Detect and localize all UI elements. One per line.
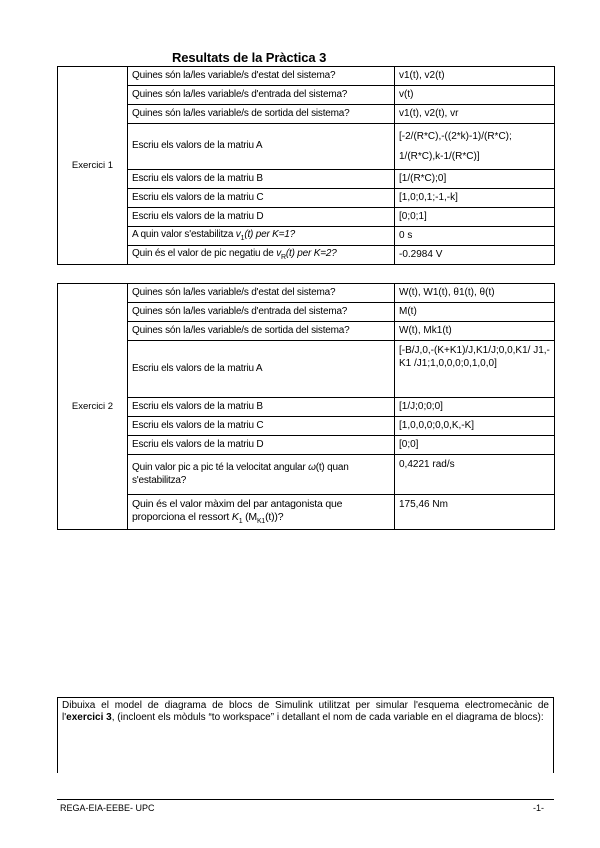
page-number: -1- [533,803,544,813]
table-row [58,455,555,495]
answer-cell: 0,4221 rad/s [395,455,555,495]
instruction-text: Dibuixa el model de diagrama de blocs de Simulink utilitzat per simular l'esquema electromecànic de l' [62,700,549,723]
question-cell: Escriu els valors de la matriu D [128,436,395,455]
table-row [58,124,555,170]
answer-cell: v1(t), v2(t) [395,67,555,86]
question-cell: Quines són la/les variable/s d'estat del sistema? [128,284,395,303]
answer-cell: W(t), Mk1(t) [395,322,555,341]
table-row [58,322,555,341]
table-row [58,495,555,530]
table-row [58,417,555,436]
exercise-label: Exercici 1 [58,67,128,265]
question-cell: Quin valor pic a pic té la velocitat angular ω(t) quan s'estabilitza? [128,455,395,495]
table-row [58,227,555,246]
answer-cell: [1,0;0,1;-1,-k] [395,189,555,208]
question-cell: Escriu els valors de la matriu B [128,170,395,189]
question-cell: A quin valor s'estabilitza $v_1(t)$ per K=1? [128,227,395,246]
table-row [58,303,555,322]
table-row [58,341,555,398]
table-row [58,398,555,417]
question-cell: Quines són la/les variable/s d'entrada del sistema? [128,86,395,105]
question-cell: Quines són la/les variable/s d'estat del sistema? [128,67,395,86]
answer-cell: 175,46 Nm [395,495,555,530]
instruction-text-end: , (incloent els mòduls “to workspace” i detallant el nom de cada variable en el diagrama de blocs): [111,712,544,723]
table-row [58,105,555,124]
instruction-bold: exercici 3 [66,712,112,723]
answer-cell: 0 s [395,227,555,246]
answer-cell: v(t) [395,86,555,105]
answer-cell: [-2/(R*C),-((2*k)-1)/(R*C); 1/(R*C),k-1/(R*C)] [395,124,555,170]
answer-cell: v1(t), v2(t), vr [395,105,555,124]
question-cell: Escriu els valors de la matriu A [128,341,395,398]
question-cell: Escriu els valors de la matriu A [128,124,395,170]
question-cell: Escriu els valors de la matriu D [128,208,395,227]
footer-divider [57,799,554,800]
answer-cell: [1,0,0,0;0,0,K,-K] [395,417,555,436]
table-row [58,170,555,189]
answer-cell: [-B/J,0,-(K+K1)/J,K1/J;0,0,K1/ J1,-K1 /J1;1,0,0,0;0,1,0,0] [395,341,555,398]
instruction-box [57,697,554,773]
footer-left: REGA-EIA-EEBE- UPC [60,803,155,813]
question-cell: Quines són la/les variable/s de sortida del sistema? [128,322,395,341]
exercise-2-table [57,283,555,530]
table-row [58,86,555,105]
page-title: Resultats de la Pràctica 3 [172,50,327,65]
table-row [58,189,555,208]
table-row [58,246,555,265]
table-row [58,436,555,455]
table-row [58,208,555,227]
answer-cell: [0;0;1] [395,208,555,227]
question-cell: Escriu els valors de la matriu C [128,189,395,208]
question-cell: Escriu els valors de la matriu C [128,417,395,436]
question-cell: Quin és el valor màxim del par antagonista que proporciona el ressort $K_1$ $(M_{K1}(t))$? [128,495,395,530]
question-cell: Quines són la/les variable/s de sortida del sistema? [128,105,395,124]
table-row [58,284,555,303]
question-cell: Escriu els valors de la matriu B [128,398,395,417]
answer-cell: [1/(R*C);0] [395,170,555,189]
table-row [58,67,555,86]
exercise-1-table [57,66,555,265]
question-cell: Quines són la/les variable/s d'entrada del sistema? [128,303,395,322]
answer-cell: [0;0] [395,436,555,455]
answer-cell: -0.2984 V [395,246,555,265]
question-cell: Quin és el valor de pic negatiu de $v_R(t)$ per K=2? [128,246,395,265]
answer-cell: W(t), W1(t), θ1(t), θ(t) [395,284,555,303]
answer-cell: [1/J;0;0;0] [395,398,555,417]
answer-cell: M(t) [395,303,555,322]
exercise-label: Exercici 2 [58,284,128,530]
